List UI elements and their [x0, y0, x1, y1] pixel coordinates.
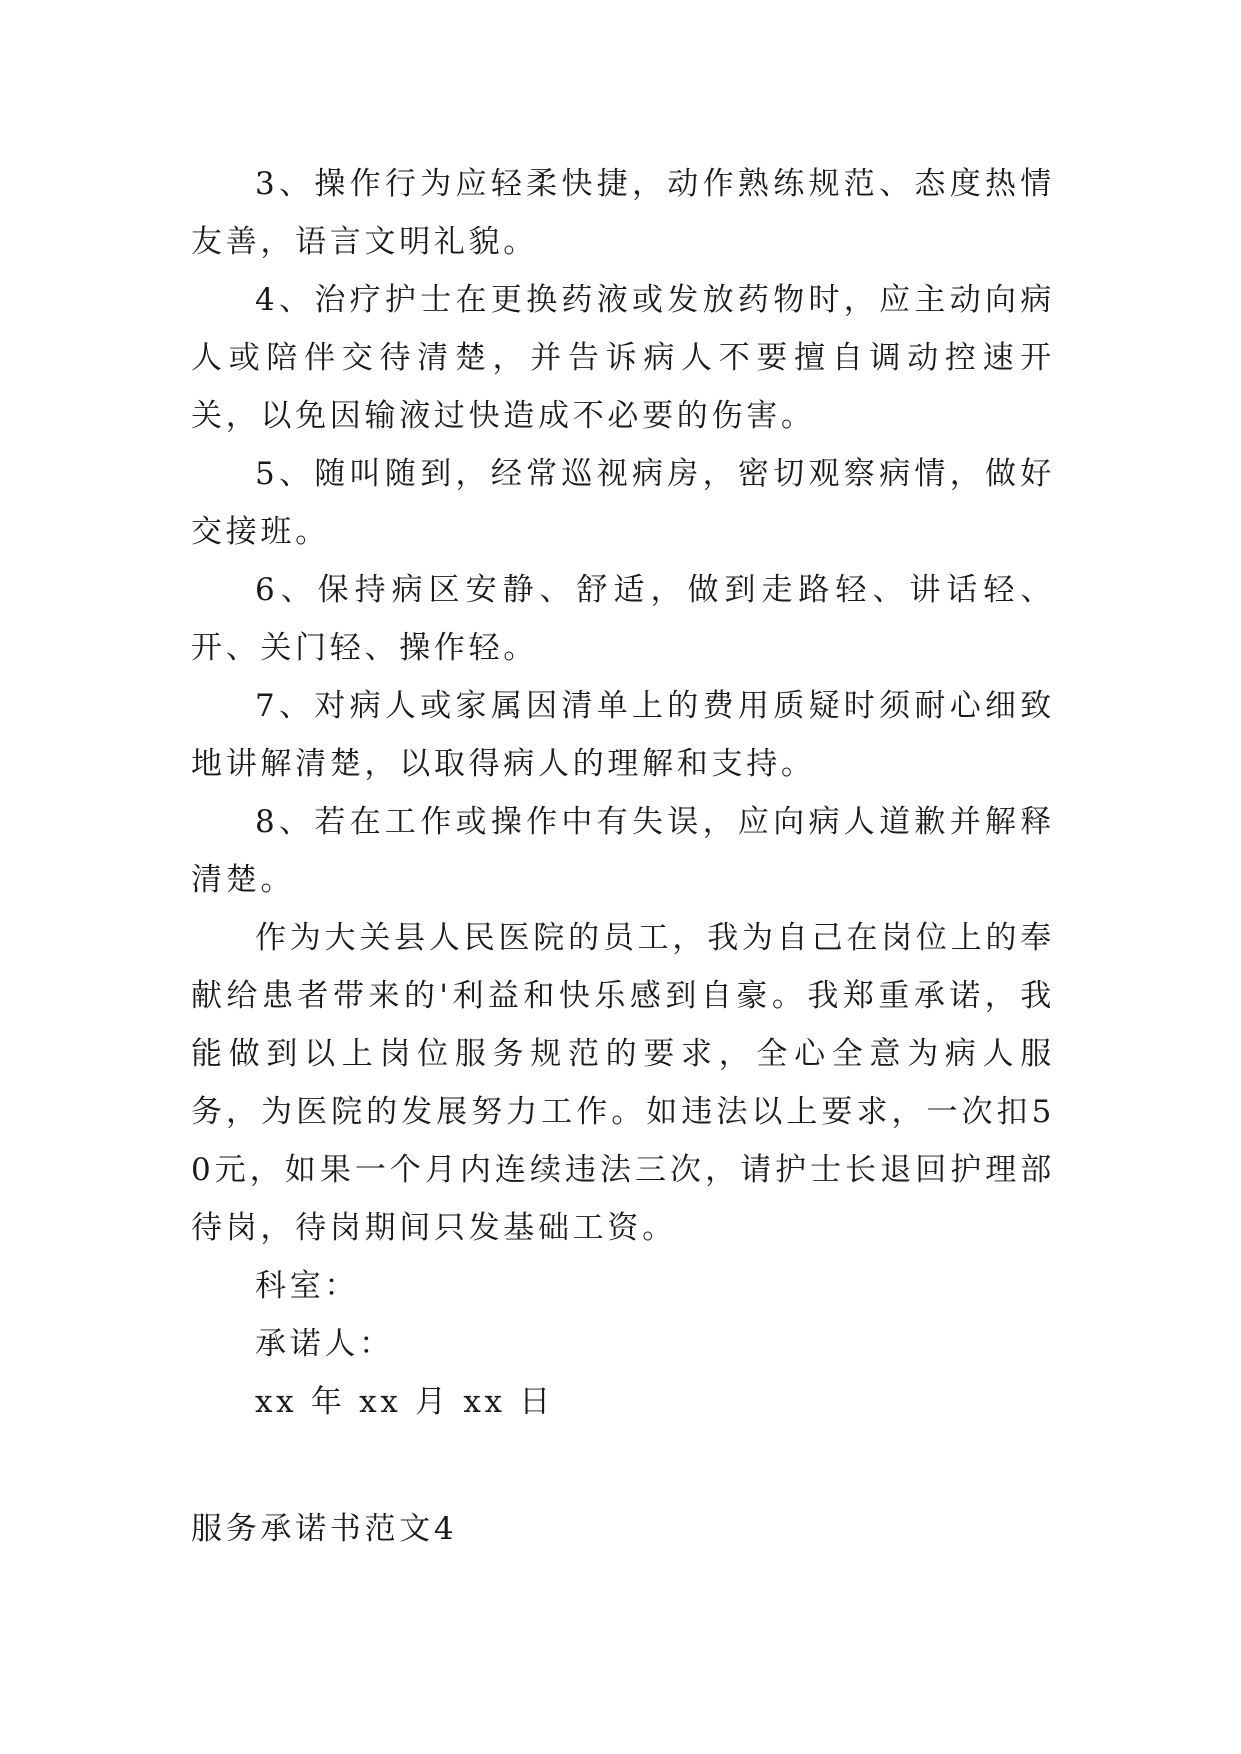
rule-item-3: 3、操作行为应轻柔快捷，动作熟练规范、态度热情友善，语言文明礼貌。 — [191, 166, 1055, 260]
commitment-statement: 作为大关县人民医院的员工，我为自己在岗位上的奉献给患者带来的'利益和快乐感到自豪。我郑重承诺，我能做到以上岗位服务规范的要求，全心全意为病人服务，为医院的发展努力工作。如违法以上要求，一次扣50元，如果一个月内连续违法三次，请护士长退回护理部待岗，待岗期间只发基础工资。 — [191, 920, 1055, 1246]
rule-item-4: 4、治疗护士在更换药液或发放药物时，应主动向病人或陪伴交待清楚，并告诉病人不要擅自调动控速开关，以免因输液过快造成不必要的伤害。 — [191, 282, 1055, 434]
section-title: 服务承诺书范文4 — [191, 1511, 458, 1547]
rule-item-7: 7、对病人或家属因清单上的费用质疑时须耐心细致地讲解清楚，以取得病人的理解和支持。 — [191, 688, 1055, 782]
promisor-label: 承诺人： — [255, 1326, 394, 1362]
rule-item-8: 8、若在工作或操作中有失误，应向病人道歉并解释清楚。 — [191, 804, 1055, 898]
rule-item-5: 5、随叫随到，经常巡视病房，密切观察病情，做好交接班。 — [191, 456, 1055, 550]
date-line: xx 年 xx 月 xx 日 — [255, 1384, 554, 1420]
department-label: 科室： — [255, 1268, 360, 1304]
document-body — [191, 155, 1055, 1431]
rule-item-6: 6、保持病区安静、舒适，做到走路轻、讲话轻、开、关门轻、操作轻。 — [191, 572, 1055, 666]
